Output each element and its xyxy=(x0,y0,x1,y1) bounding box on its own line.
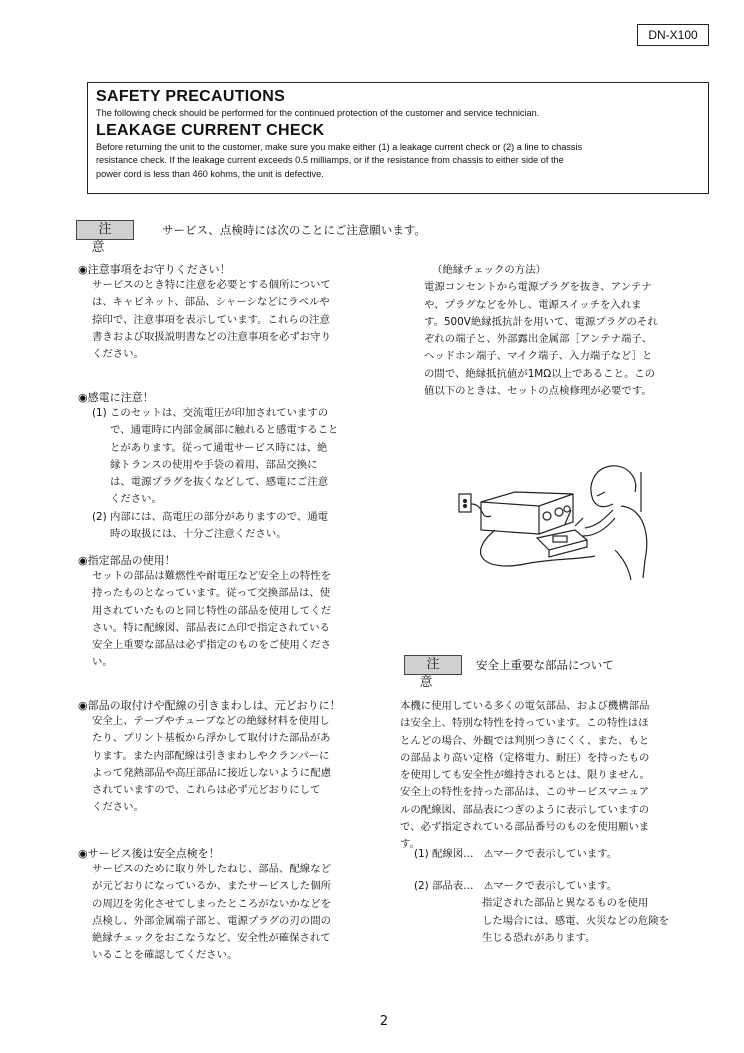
text-line: の部品より高い定格（定格電力、耐圧）を持ったもの xyxy=(400,751,650,764)
text-line: ください。 xyxy=(92,801,144,814)
text-line: 指定された部品と異なるものを使用 xyxy=(482,897,649,910)
text-line: い。 xyxy=(92,656,113,669)
text-line: 配線図… ⚠マークで表示しています。 xyxy=(432,848,618,860)
text-line: されていますので、これらは必ず元どおりにして xyxy=(92,784,321,797)
text-line: 縁トランスの使用や手袋の着用、部品交換に xyxy=(110,458,318,471)
text-line: 部品表… ⚠マークで表示しています。 xyxy=(432,880,618,892)
text-line: サービスのとき特に注意を必要とする個所について xyxy=(92,279,331,291)
text-line: 安全上の特性を持った部品は、このサービスマニュア xyxy=(400,786,650,799)
text-line: とがあります。従って通電サービス時には、絶 xyxy=(110,441,328,454)
item-number: (1) xyxy=(92,407,107,419)
leakage-line: power cord is less than 460 kohms, the unit is defective. xyxy=(96,168,324,179)
section-heading: ◉部品の取付けや配線の引きまわしは、元どおりに！ xyxy=(78,699,341,712)
safety-subtitle: The following check should be performed for the continued protection of the customer and service technician. xyxy=(96,108,540,118)
text-line: で、通電時に内部金属部に触れると感電すること xyxy=(110,424,339,437)
text-line: このセットは、交流電圧が印加されていますの xyxy=(110,407,329,419)
text-line: とんどの場合、外観では判別つきにくく、また、もと xyxy=(400,734,650,747)
caution-heading: サービス、点検時には次のことにご注意願います。 xyxy=(162,223,426,237)
text-line: いることを確認してください。 xyxy=(92,949,238,962)
text-line: の間で、絶縁抵抗値が1MΩ以上であること。この xyxy=(424,367,656,380)
text-line: たり、プリント基板から浮かして取付けた部品があ xyxy=(92,732,331,745)
text-line: の周辺を劣化させてしまったところがないかなどを xyxy=(92,897,331,910)
text-line: や、プラグなどを外し、電源スイッチを入れま xyxy=(424,298,642,311)
text-line: 時の取扱には、十分ご注意ください。 xyxy=(110,528,287,541)
section-designated-parts xyxy=(78,553,378,672)
text-line: 本機に使用している多くの電気部品、および機構部品 xyxy=(400,700,650,712)
text-line: ルの配線図、部品表につぎのように表示していますの xyxy=(400,803,650,816)
section-heading: ◉感電に注意！ xyxy=(78,391,154,404)
section-electric-shock xyxy=(78,390,378,543)
text-line: ください。 xyxy=(110,493,162,506)
text-line: ヘッドホン端子、マイク端子、入力端子など］と xyxy=(424,350,653,363)
text-line: 安全上重要な部品は必ず指定のものをご使用くださ xyxy=(92,639,331,652)
technician-illustration xyxy=(455,460,655,585)
section-heading: （絶縁チェックの方法） xyxy=(432,264,546,276)
leakage-line: Before returning the unit to the customer, make sure you make either (1) a leakage current check or (2) a line to chassis xyxy=(96,142,583,152)
section-notes xyxy=(78,262,378,363)
section-wiring xyxy=(78,698,388,817)
text-line: 捺印で、注意事項を表示しています。これらの注意 xyxy=(92,313,330,326)
text-line: 持ったものとなっています。従って交換部品は、使 xyxy=(92,587,331,600)
leakage-title: LEAKAGE CURRENT CHECK xyxy=(96,122,325,139)
text-line: セットの部品は難燃性や耐電圧など安全上の特性を xyxy=(92,570,331,582)
text-line: は安全上、特別な特性を持っています。この特性はほ xyxy=(400,717,649,730)
parts-list-mark-item xyxy=(414,878,709,947)
leakage-line: resistance check. If the leakage current exceeds 0.5 milliamps, or if the resistance from chassis to either side of the xyxy=(96,155,564,166)
text-line: 用されていたものと同じ特性の部品を使用してくだ xyxy=(92,604,331,617)
wiring-diagram-mark-item xyxy=(414,846,704,863)
text-line: す。500V絶縁抵抗計を用いて、電源プラグのそれ xyxy=(424,315,658,328)
text-line: 安全上、テープやチューブなどの絶縁材料を使用し xyxy=(92,715,330,727)
text-line: よって発熱部品や高圧部品に接近しないように配慮 xyxy=(92,766,331,779)
text-line: す。 xyxy=(400,838,420,851)
text-line: は、キャビネット、部品、シャーシなどにラベルや xyxy=(92,296,330,309)
insulation-check-method xyxy=(424,262,714,400)
safety-title: SAFETY PRECAUTIONS xyxy=(96,88,286,105)
text-line: さい。特に配線図、部品表に⚠印で指定されている xyxy=(92,621,330,634)
text-line: 書きおよび取扱説明書などの注意事項を必ずお守り xyxy=(92,330,331,343)
text-line: 点検し、外部金属端子部と、電源プラグの刃の間の xyxy=(92,914,331,927)
text-line: が元どおりになっているか、またサービスした個所 xyxy=(92,880,331,893)
safety-precautions-box xyxy=(87,82,709,194)
caution-tag: 注意 xyxy=(76,220,134,240)
section-heading: ◉サービス後は安全点検を！ xyxy=(78,847,220,860)
text-line: で、必ず指定されている部品番号のものを使用願いま xyxy=(400,821,650,834)
text-line: 絶縁チェックをおこなうなど、安全性が確保されて xyxy=(92,932,331,945)
section-after-service xyxy=(78,846,378,965)
text-line: した場合には、感電、火災などの危険を xyxy=(482,914,670,927)
section-heading: ◉指定部品の使用！ xyxy=(78,554,176,567)
model-number: DN-X100 xyxy=(637,24,709,46)
text-line: は、電源プラグを抜くなどして、感電にご注意 xyxy=(110,476,328,489)
text-line: 内部には、高電圧の部分がありますので、通電 xyxy=(110,510,328,523)
text-line: 生じる恐れがあります。 xyxy=(482,931,596,944)
section-heading: ◉注意事項をお守りください！ xyxy=(78,263,231,276)
text-line: ぞれの端子と、外部露出金属部［アンテナ端子、 xyxy=(424,333,653,346)
caution-tag: 注意 xyxy=(404,655,462,675)
page-number: 2 xyxy=(379,1014,389,1029)
item-number: (2) xyxy=(92,510,107,523)
item-number: (2) xyxy=(414,880,429,892)
text-line: ください。 xyxy=(92,348,144,361)
item-number: (1) xyxy=(414,848,429,860)
text-line: を使用しても安全性が維持されるとは、限りません。 xyxy=(400,769,650,782)
text-line: ります。また内部配線は引きまわしやクランパーに xyxy=(92,749,330,762)
caution-heading: 安全上重要な部品について xyxy=(476,658,614,672)
text-line: サービスのために取り外したねじ、部品、配線など xyxy=(92,863,331,875)
text-line: 値以下のときは、セットの点検修理が必要です。 xyxy=(424,385,652,398)
important-parts-description xyxy=(400,698,705,854)
text-line: 電源コンセントから電源プラグを抜き、アンテナ xyxy=(424,281,652,294)
